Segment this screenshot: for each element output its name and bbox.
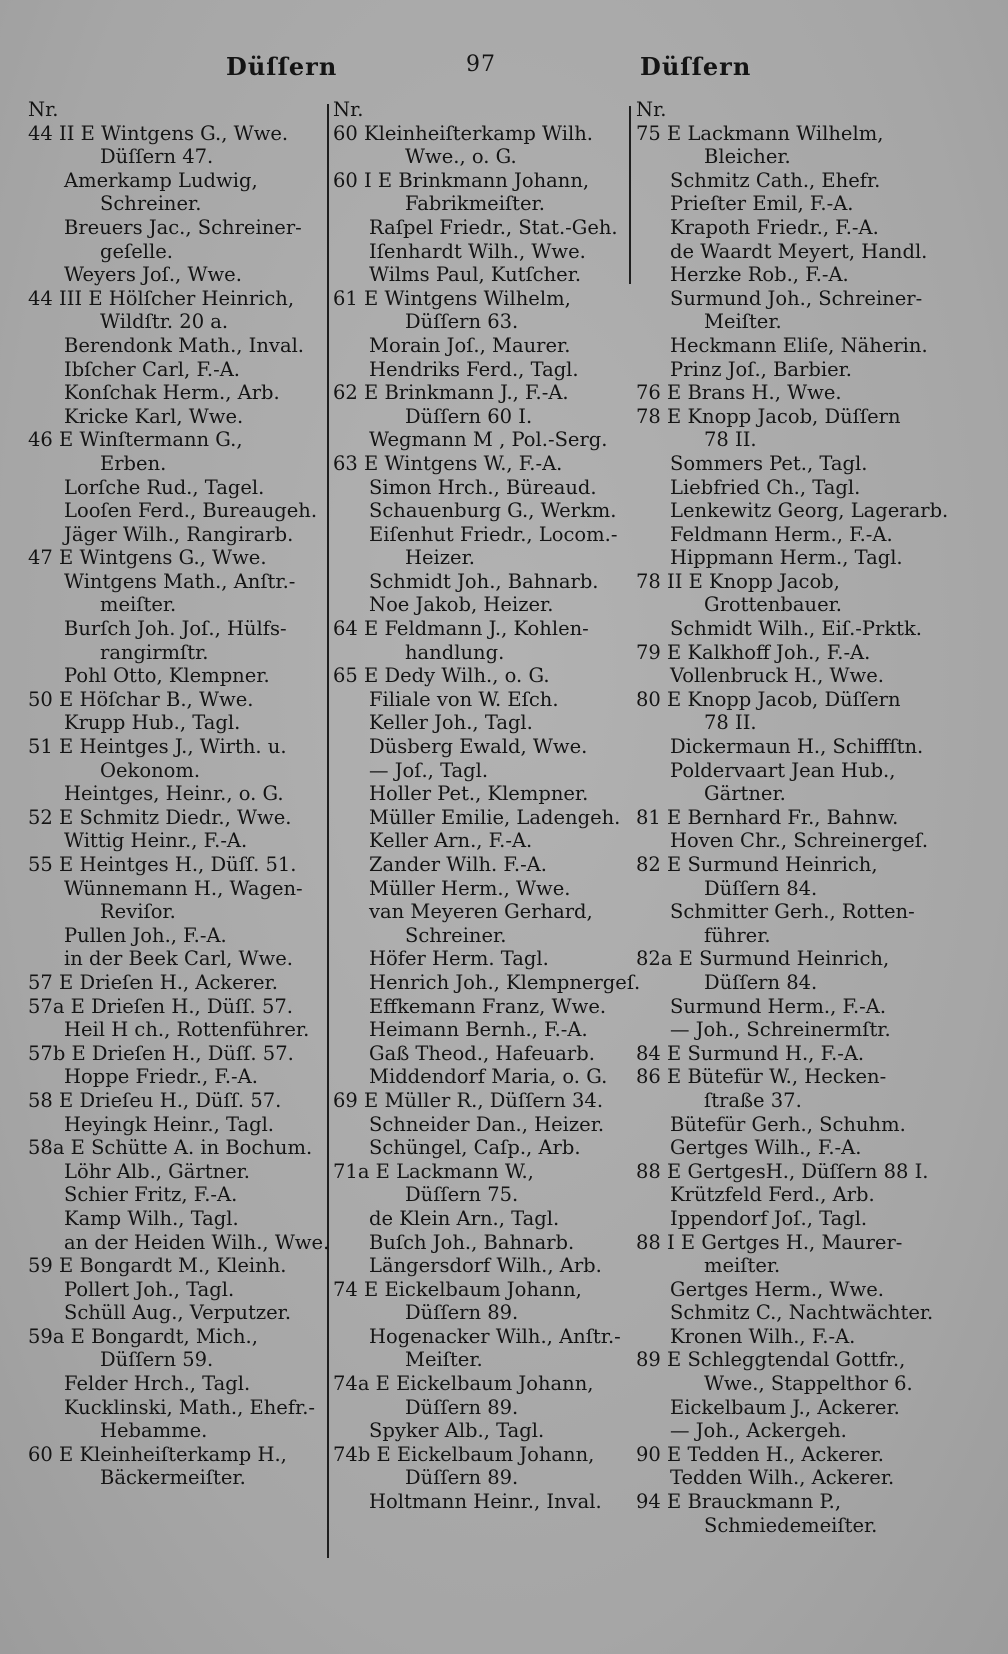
- entry-continuation: Heil H ch., Rottenführer.: [64, 1018, 310, 1042]
- entry-continuation: Schmitter Gerh., Rotten-: [670, 900, 915, 924]
- entry-continuation: Holler Pet., Klempner.: [369, 782, 589, 806]
- entry-continuation: Heizer.: [405, 546, 475, 570]
- entry-continuation: Düſſern 59.: [100, 1348, 214, 1372]
- entry-continuation: Wegmann M , Pol.-Serg.: [369, 428, 608, 452]
- entry-continuation: Schneider Dan., Heizer.: [369, 1112, 605, 1136]
- entry-continuation: Heckmann Eliſe, Näherin.: [670, 333, 928, 357]
- entry-continuation: Düſſern 63.: [405, 310, 519, 334]
- entry-continuation: Wwe., Stappelthor 6.: [704, 1372, 913, 1396]
- entry-continuation: Amerkamp Ludwig,: [64, 168, 258, 192]
- entry-continuation: Effkemann Franz, Wwe.: [369, 994, 607, 1018]
- entry-continuation: Löhr Alb., Gärtner.: [64, 1159, 251, 1183]
- entry-continuation: Buſch Joh., Bahnarb.: [369, 1230, 575, 1254]
- entry-line: 63 E Wintgens W., F.-A.: [333, 451, 563, 475]
- entry-line: Nr.: [333, 98, 364, 121]
- entry-continuation: Eiſenhut Friedr., Locom.-: [369, 522, 618, 546]
- entry-line: 64 E Feldmann J., Kohlen-: [333, 617, 589, 641]
- entry-continuation: Looſen Ferd., Bureaugeh.: [64, 499, 318, 523]
- entry-continuation: Düsberg Ewald, Wwe.: [369, 735, 588, 759]
- entry-continuation: Heintges, Heinr., o. G.: [64, 782, 284, 806]
- entry-continuation: Hippmann Herm., Tagl.: [670, 546, 903, 570]
- entry-continuation: — Joh., Schreinermſtr.: [670, 1018, 891, 1042]
- entry-continuation: Krützfeld Ferd., Arb.: [670, 1183, 875, 1207]
- entry-continuation: rangirmſtr.: [100, 640, 209, 664]
- entry-continuation: Gärtner.: [704, 782, 786, 806]
- entry-continuation: Filiale von W. Eſch.: [369, 687, 559, 711]
- entry-continuation: Kricke Karl, Wwe.: [64, 404, 244, 428]
- entry-line: 88 I E Gertges H., Maurer-: [636, 1230, 903, 1254]
- entry-continuation: Heimann Bernh., F.-A.: [369, 1018, 588, 1042]
- entry-continuation: meiſter.: [704, 1254, 781, 1278]
- entry-line: Nr.: [636, 98, 667, 121]
- entry-continuation: Kronen Wilh., F.-A.: [670, 1324, 856, 1348]
- entry-continuation: Düſſern 89.: [405, 1301, 519, 1325]
- entry-continuation: Grottenbauer.: [704, 593, 842, 617]
- entry-continuation: Hoven Chr., Schreinergeſ.: [670, 829, 929, 853]
- entry-continuation: Berendonk Math., Inval.: [64, 333, 305, 357]
- entry-continuation: Reviſor.: [100, 900, 176, 924]
- entry-continuation: Düſſern 84.: [704, 876, 818, 900]
- entry-continuation: geſelle.: [100, 239, 173, 263]
- entry-continuation: Oekonom.: [100, 758, 201, 782]
- entry-continuation: Meiſter.: [704, 310, 782, 334]
- entry-line: 74a E Eickelbaum Johann,: [333, 1372, 594, 1396]
- entry-continuation: Spyker Alb., Tagl.: [369, 1419, 545, 1443]
- entry-line: Nr.: [28, 98, 59, 121]
- entry-continuation: Hendriks Ferd., Tagl.: [369, 357, 579, 381]
- column-middle: [333, 98, 641, 1514]
- entry-line: 44 III E Hölſcher Heinrich,: [28, 286, 295, 310]
- entry-continuation: Burſch Joh. Joſ., Hülfs-: [64, 617, 287, 641]
- entry-continuation: Wwe., o. G.: [405, 145, 517, 169]
- entry-continuation: Felder Hrch., Tagl.: [64, 1372, 251, 1396]
- entry-line: 81 E Bernhard Fr., Bahnw.: [636, 805, 899, 829]
- entry-continuation: Pollert Joh., Tagl.: [64, 1277, 235, 1301]
- entry-line: 86 E Bütefür W., Hecken-: [636, 1065, 887, 1089]
- entry-continuation: Düſſern 60 I.: [405, 404, 533, 428]
- entry-continuation: Keller Joh., Tagl.: [369, 711, 533, 735]
- entry-continuation: Zander Wilh. F.-A.: [369, 853, 547, 876]
- entry-continuation: Keller Arn., F.-A.: [369, 829, 533, 853]
- entry-continuation: Wintgens Math., Anſtr.-: [64, 569, 296, 593]
- entry-line: 52 E Schmitz Diedr., Wwe.: [28, 805, 292, 829]
- entry-continuation: Müller Herm., Wwe.: [369, 876, 571, 900]
- entry-continuation: handlung.: [405, 640, 505, 664]
- entry-continuation: Hoppe Friedr., F.-A.: [64, 1065, 258, 1089]
- entry-line: 94 E Brauckmann P.,: [636, 1490, 842, 1514]
- entry-continuation: Iſenhardt Wilh., Wwe.: [369, 239, 586, 263]
- entry-continuation: Weyers Joſ., Wwe.: [64, 263, 242, 287]
- entry-continuation: an der Heiden Wilh., Wwe.: [64, 1230, 330, 1254]
- entry-continuation: 78 II.: [704, 711, 757, 735]
- entry-continuation: Holtmann Heinr., Inval.: [369, 1490, 602, 1514]
- entry-continuation: Middendorf Maria, o. G.: [369, 1065, 608, 1089]
- entry-continuation: Wilms Paul, Kutſcher.: [369, 263, 582, 287]
- entry-continuation: Wittig Heinr., F.-A.: [64, 829, 248, 853]
- entry-continuation: Noe Jakob, Heizer.: [369, 593, 554, 617]
- entry-line: 88 E GertgesH., Düſſern 88 I.: [636, 1159, 929, 1183]
- entry-continuation: Tedden Wilh., Ackerer.: [670, 1466, 895, 1490]
- running-head-right: Düſſern: [640, 52, 752, 81]
- entry-continuation: Wünnemann H., Wagen-: [64, 876, 303, 900]
- entry-continuation: Pullen Joh., F.-A.: [64, 923, 227, 947]
- entry-line: 61 E Wintgens Wilhelm,: [333, 286, 571, 310]
- entry-line: 80 E Knopp Jacob, Düſſern: [636, 687, 901, 711]
- entry-line: 58 E Drieſeu H., Düſſ. 57.: [28, 1088, 282, 1112]
- entry-continuation: Herzke Rob., F.-A.: [670, 263, 849, 287]
- entry-continuation: Ippendorf Joſ., Tagl.: [670, 1206, 868, 1230]
- entry-line: 44 II E Wintgens G., Wwe.: [28, 121, 289, 145]
- entry-continuation: Eickelbaum J., Ackerer.: [670, 1395, 900, 1419]
- entry-continuation: Bleicher.: [704, 145, 791, 169]
- entry-line: 58a E Schütte A. in Bochum.: [28, 1136, 313, 1160]
- entry-line: 75 E Lackmann Wilhelm,: [636, 121, 884, 145]
- entry-continuation: Schauenburg G., Werkm.: [369, 499, 617, 523]
- entry-continuation: in der Beek Carl, Wwe.: [64, 947, 293, 971]
- entry-line: 89 E Schleggtendal Gottfr.,: [636, 1348, 906, 1372]
- running-head-left: Düſſern: [226, 52, 338, 81]
- column-divider: [327, 104, 329, 1558]
- entry-continuation: Poldervaart Jean Hub.,: [670, 758, 896, 782]
- entry-continuation: Sommers Pet., Tagl.: [670, 451, 868, 475]
- entry-continuation: Pohl Otto, Klempner.: [64, 664, 270, 688]
- entry-continuation: Schmidt Wilh., Eiſ.-Prktk.: [670, 617, 922, 641]
- entry-line: 60 Kleinheiſterkamp Wilh.: [333, 121, 593, 145]
- entry-continuation: Bütefür Gerh., Schuhm.: [670, 1112, 906, 1136]
- entry-continuation: Dickermaun H., Schiffſtn.: [670, 735, 924, 759]
- entry-continuation: Schreiner.: [100, 192, 202, 216]
- entry-line: 57 E Drieſen H., Ackerer.: [28, 970, 278, 994]
- entry-continuation: Meiſter.: [405, 1348, 483, 1372]
- entry-line: 46 E Winſtermann G.,: [28, 428, 243, 452]
- entry-continuation: Düſſern 47.: [100, 145, 214, 169]
- entry-continuation: Schier Fritz, F.-A.: [64, 1183, 238, 1207]
- entry-continuation: Erben.: [100, 451, 167, 475]
- entry-continuation: Kucklinski, Math., Ehefr.-: [64, 1395, 316, 1419]
- entry-line: 78 II E Knopp Jacob,: [636, 569, 840, 593]
- entry-continuation: Wildſtr. 20 a.: [100, 310, 229, 334]
- entry-line: 57b E Drieſen H., Düſſ. 57.: [28, 1041, 294, 1065]
- entry-continuation: Gertges Wilh., F.-A.: [670, 1136, 862, 1160]
- entry-continuation: Henrich Joh., Klempnergeſ.: [369, 970, 641, 994]
- entry-continuation: Jäger Wilh., Rangirarb.: [64, 522, 294, 546]
- entry-line: 50 E Höſchar B., Wwe.: [28, 687, 254, 711]
- entry-continuation: van Meyeren Gerhard,: [369, 900, 593, 924]
- entry-continuation: Prieſter Emil, F.-A.: [670, 192, 854, 216]
- entry-line: 74 E Eickelbaum Johann,: [333, 1277, 582, 1301]
- entry-line: 82 E Surmund Heinrich,: [636, 853, 878, 876]
- entry-continuation: — Joſ., Tagl.: [369, 758, 489, 782]
- entry-line: 55 E Heintges H., Düſſ. 51.: [28, 853, 297, 876]
- entry-continuation: de Klein Arn., Tagl.: [369, 1206, 560, 1230]
- entry-line: 60 I E Brinkmann Johann,: [333, 168, 590, 192]
- entry-continuation: Gaß Theod., Hafeuarb.: [369, 1041, 595, 1065]
- entry-line: 76 E Brans H., Wwe.: [636, 381, 842, 405]
- entry-continuation: Hogenacker Wilh., Anſtr.-: [369, 1324, 621, 1348]
- entry-continuation: meiſter.: [100, 593, 177, 617]
- entry-continuation: Liebfried Ch., Tagl.: [670, 475, 861, 499]
- entry-continuation: Krapoth Friedr., F.-A.: [670, 215, 879, 239]
- entry-continuation: Breuers Jac., Schreiner-: [64, 215, 302, 239]
- entry-continuation: Längersdorf Wilh., Arb.: [369, 1254, 602, 1278]
- entry-continuation: Schmiedemeiſter.: [704, 1513, 878, 1537]
- entry-continuation: Düſſern 84.: [704, 970, 818, 994]
- entry-continuation: Schüll Aug., Verputzer.: [64, 1301, 292, 1325]
- entry-line: 82a E Surmund Heinrich,: [636, 947, 890, 971]
- entry-continuation: Morain Joſ., Maurer.: [369, 333, 571, 357]
- entry-continuation: Schmidt Joh., Bahnarb.: [369, 569, 599, 593]
- entry-continuation: führer.: [704, 923, 771, 947]
- entry-line: 74b E Eickelbaum Johann,: [333, 1442, 595, 1466]
- entry-continuation: Heyingk Heinr., Tagl.: [64, 1112, 275, 1136]
- entry-line: 78 E Knopp Jacob, Düſſern: [636, 404, 901, 428]
- entry-continuation: Müller Emilie, Ladengeh.: [369, 805, 621, 829]
- entry-continuation: Raſpel Friedr., Stat.-Geh.: [369, 215, 618, 239]
- entry-line: 59a E Bongardt, Mich.,: [28, 1324, 258, 1348]
- entry-continuation: Lenkewitz Georg, Lagerarb.: [670, 499, 949, 523]
- entry-continuation: ſtraße 37.: [704, 1088, 802, 1112]
- entry-line: 79 E Kalkhoff Joh., F.-A.: [636, 640, 871, 664]
- entry-continuation: Schmitz C., Nachtwächter.: [670, 1301, 934, 1325]
- entry-continuation: Schreiner.: [405, 923, 507, 947]
- entry-continuation: de Waardt Meyert, Handl.: [670, 239, 928, 263]
- entry-line: 62 E Brinkmann J., F.-A.: [333, 381, 569, 405]
- entry-line: 71a E Lackmann W.,: [333, 1159, 534, 1183]
- entry-continuation: Ibſcher Carl, F.-A.: [64, 357, 241, 381]
- entry-continuation: Hebamme.: [100, 1419, 208, 1443]
- entry-continuation: — Joh., Ackergeh.: [670, 1419, 847, 1443]
- entry-continuation: Feldmann Herm., F.-A.: [670, 522, 893, 546]
- entry-continuation: Lorſche Rud., Tagel.: [64, 475, 265, 499]
- entry-continuation: Vollenbruck H., Wwe.: [670, 664, 884, 688]
- entry-continuation: Düſſern 75.: [405, 1183, 519, 1207]
- entry-line: 57a E Drieſen H., Düſſ. 57.: [28, 994, 293, 1018]
- entry-line: 51 E Heintges J., Wirth. u.: [28, 735, 287, 759]
- column-right: [636, 98, 976, 1537]
- entry-continuation: Simon Hrch., Büreaud.: [369, 475, 597, 499]
- entry-continuation: Prinz Joſ., Barbier.: [670, 357, 852, 381]
- entry-continuation: Surmund Herm., F.-A.: [670, 994, 887, 1018]
- entry-line: 90 E Tedden H., Ackerer.: [636, 1442, 884, 1466]
- entry-continuation: Gertges Herm., Wwe.: [670, 1277, 884, 1301]
- entry-continuation: Düſſern 89.: [405, 1395, 519, 1419]
- entry-continuation: Krupp Hub., Tagl.: [64, 711, 241, 735]
- entry-continuation: Düſſern 89.: [405, 1466, 519, 1490]
- entry-line: 69 E Müller R., Düſſern 34.: [333, 1088, 604, 1112]
- entry-line: 59 E Bongardt M., Kleinh.: [28, 1254, 287, 1278]
- entry-continuation: Schüngel, Caſp., Arb.: [369, 1136, 581, 1160]
- entry-line: 84 E Surmund H., F.-A.: [636, 1041, 865, 1065]
- page-number: 97: [466, 52, 496, 77]
- entry-continuation: 78 II.: [704, 428, 757, 452]
- entry-continuation: Bäckermeiſter.: [100, 1466, 246, 1490]
- entry-continuation: Surmund Joh., Schreiner-: [670, 286, 923, 310]
- column-left: [28, 98, 330, 1490]
- entry-continuation: Fabrikmeiſter.: [405, 192, 545, 216]
- entry-continuation: Schmitz Cath., Ehefr.: [670, 168, 881, 192]
- entry-line: 65 E Dedy Wilh., o. G.: [333, 664, 550, 688]
- entry-continuation: Konſchak Herm., Arb.: [64, 381, 280, 405]
- entry-continuation: Höfer Herm. Tagl.: [369, 947, 549, 971]
- entry-continuation: Kamp Wilh., Tagl.: [64, 1206, 239, 1230]
- entry-line: 47 E Wintgens G., Wwe.: [28, 546, 267, 570]
- entry-line: 60 E Kleinheiſterkamp H.,: [28, 1442, 287, 1466]
